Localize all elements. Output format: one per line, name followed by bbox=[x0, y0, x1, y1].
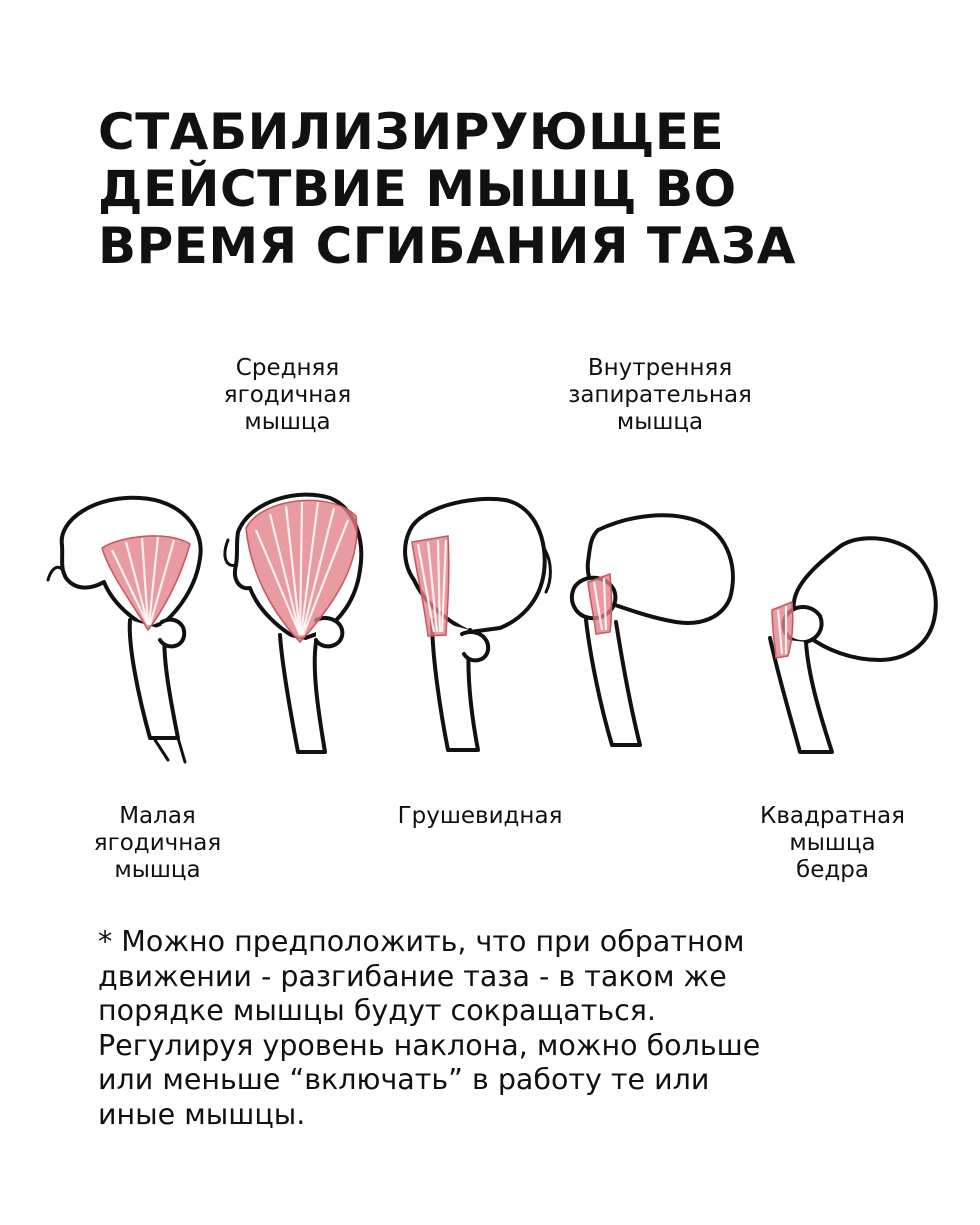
footnote-line: или меньше “включать” в работу те или bbox=[98, 1063, 710, 1096]
label-line: мышца bbox=[616, 409, 704, 435]
footnote bbox=[98, 925, 898, 1132]
label-line: Малая bbox=[119, 803, 196, 829]
label-line: Средняя bbox=[235, 355, 340, 381]
page-title bbox=[98, 104, 918, 275]
label-line: Грушевидная bbox=[397, 803, 563, 829]
label-line: мышца bbox=[244, 409, 331, 435]
footnote-line: движении - разгибание таза - в таком же bbox=[98, 959, 727, 993]
label-quadratus-femoris bbox=[740, 803, 925, 884]
label-piriformis bbox=[380, 803, 580, 830]
label-line: бедра bbox=[796, 857, 869, 883]
figure-quadratus-femoris bbox=[770, 538, 936, 752]
title-line-2: ДЕЙСТВИЕ МЫШЦ ВО bbox=[98, 160, 737, 218]
figure-piriformis bbox=[405, 499, 550, 750]
label-line: ягодичная bbox=[93, 830, 222, 856]
footnote-line: * Можно предположить, что при обратном bbox=[98, 925, 745, 958]
title-line-1: СТАБИЛИЗИРУЮЩЕЕ bbox=[98, 103, 725, 161]
label-line: запирательная bbox=[568, 382, 752, 408]
figure-obturator-internus bbox=[572, 515, 733, 745]
label-gluteus-minimus bbox=[70, 803, 245, 884]
pelvis-diagram bbox=[0, 470, 980, 780]
figure-gluteus-medius bbox=[225, 495, 361, 752]
footnote-line: иные мышцы. bbox=[98, 1097, 306, 1131]
label-gluteus-medius bbox=[200, 355, 375, 436]
label-line: мышца bbox=[114, 857, 201, 883]
footnote-line: Регулируя уровень наклона, можно больше bbox=[98, 1028, 761, 1062]
label-line: Внутренняя bbox=[587, 355, 733, 381]
title-line-3: ВРЕМЯ СГИБАНИЯ ТАЗА bbox=[98, 217, 796, 275]
label-line: мышца bbox=[789, 830, 876, 856]
figure-gluteus-minimus bbox=[48, 498, 201, 762]
label-line: Квадратная bbox=[760, 803, 905, 829]
label-line: ягодичная bbox=[223, 382, 352, 408]
label-obturator-internus bbox=[545, 355, 775, 436]
footnote-line: порядке мышцы будут сокращаться. bbox=[98, 994, 656, 1027]
